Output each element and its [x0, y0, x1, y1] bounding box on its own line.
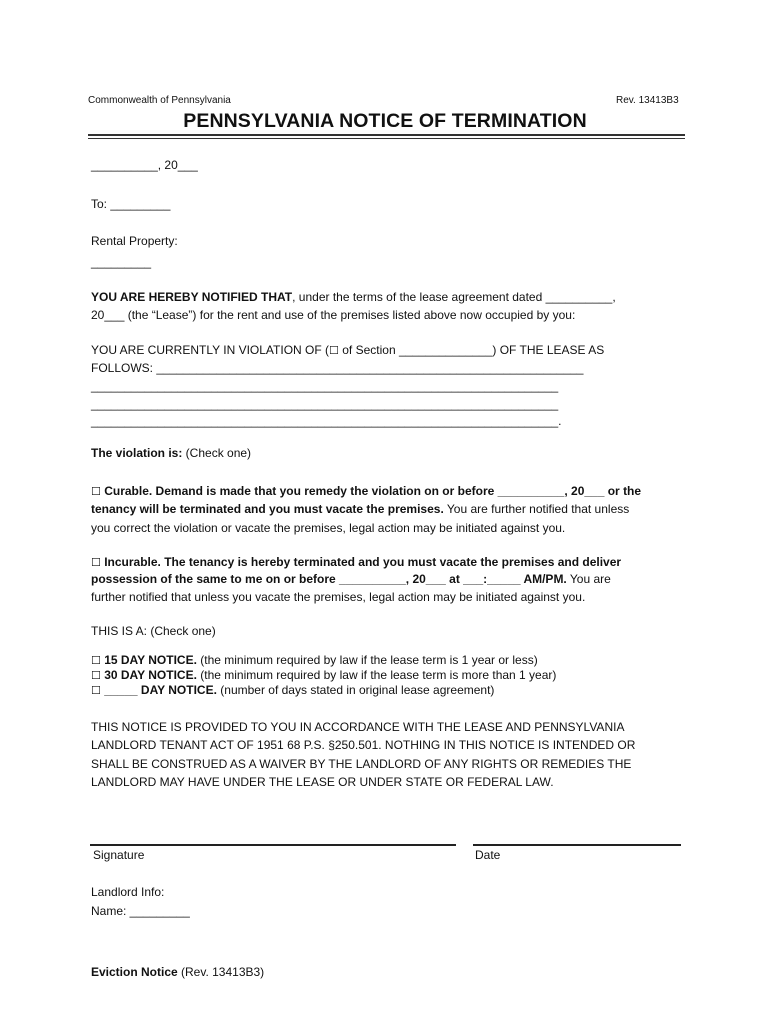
violation-line-1 [91, 341, 604, 360]
state-label: Commonwealth of Pennsylvania [88, 95, 231, 106]
violation-text-pre: YOU ARE CURRENTLY IN VIOLATION OF ( [91, 343, 330, 357]
notice-option-custom [91, 681, 494, 700]
notice-30-rest: (the minimum required by law if the lease term is more than 1 year) [196, 668, 557, 682]
notice-15-checkbox-icon[interactable]: ☐ [91, 654, 101, 667]
curable-line-1 [91, 482, 641, 501]
legal-line-2: LANDLORD TENANT ACT OF 1951 68 P.S. §250.501. NOTHING IN THIS NOTICE IS INTENDED OR [91, 738, 636, 752]
incurable-line-3: further notified that unless you vacate the premises, legal action may be initiated against you. [91, 590, 586, 604]
signature-rule[interactable] [90, 844, 456, 846]
violation-is-heading [91, 444, 251, 462]
notified-bold: YOU ARE HEREBY NOTIFIED THAT [91, 290, 293, 304]
curable-bold-2: tenancy will be terminated and you must vacate the premises. [91, 502, 444, 516]
notice-custom-checkbox-icon[interactable]: ☐ [91, 684, 101, 697]
violation-text-post: of Section ______________) OF THE LEASE AS [338, 343, 605, 357]
checkbox-icon[interactable]: ☐ [329, 344, 339, 357]
rental-property-value: _________ [91, 255, 152, 269]
rental-property-label: Rental Property: [91, 234, 178, 248]
violation-is-bold: The violation is: [91, 446, 183, 460]
footer-label [91, 963, 264, 981]
title-rule-bottom [88, 138, 685, 140]
incurable-line-2 [91, 570, 611, 588]
violation-line-2: FOLLOWS: ________________________________________________________________ [91, 361, 584, 375]
footer-bold: Eviction Notice [91, 965, 178, 979]
curable-bold-1: Curable. Demand is made that you remedy the violation on or before __________, 20___ or the [100, 484, 642, 498]
legal-line-1: THIS NOTICE IS PROVIDED TO YOU IN ACCORDANCE WITH THE LEASE AND PENNSYLVANIA [91, 720, 625, 734]
curable-checkbox-icon[interactable]: ☐ [91, 485, 101, 498]
incurable-bold-1: Incurable. The tenancy is hereby terminated and you must vacate the premises and deliver [100, 555, 622, 569]
notified-line-1 [91, 288, 616, 306]
incurable-rest-2: You are [566, 572, 611, 586]
incurable-checkbox-icon[interactable]: ☐ [91, 556, 101, 569]
incurable-bold-2: possession of the same to me on or before __________, 20___ at ___:_____ AM/PM. [91, 572, 567, 586]
violation-line-5: ______________________________________________________________________. [91, 414, 562, 428]
document-title: PENNSYLVANIA NOTICE OF TERMINATION [183, 110, 587, 132]
violation-is-rest: (Check one) [182, 446, 252, 460]
curable-line-2 [91, 500, 629, 518]
curable-line-3: you correct the violation or vacate the premises, legal action may be initiated against you. [91, 521, 566, 535]
violation-line-3: ______________________________________________________________________ [91, 379, 559, 393]
title-rule-top [88, 134, 685, 136]
notice-15-bold: 15 DAY NOTICE. [100, 653, 197, 667]
curable-rest-2: You are further notified that unless [443, 502, 630, 516]
violation-line-4: ______________________________________________________________________ [91, 397, 559, 411]
this-is-a-heading: THIS IS A: (Check one) [91, 624, 216, 638]
date-line: __________, 20___ [91, 158, 198, 172]
notice-30-checkbox-icon[interactable]: ☐ [91, 669, 101, 682]
legal-line-4: LANDLORD MAY HAVE UNDER THE LEASE OR UNDER STATE OR FEDERAL LAW. [91, 775, 554, 789]
notified-line-2: 20___ (the “Lease”) for the rent and use of the premises listed above now occupied by you: [91, 308, 576, 322]
date-rule[interactable] [473, 844, 681, 846]
notice-15-rest: (the minimum required by law if the lease term is 1 year or less) [196, 653, 538, 667]
landlord-name-line: Name: _________ [91, 904, 190, 918]
notified-rest: , under the terms of the lease agreement dated __________, [292, 290, 616, 304]
footer-rest: (Rev. 13413B3) [177, 965, 265, 979]
notice-30-bold: 30 DAY NOTICE. [100, 668, 197, 682]
to-line: To: _________ [91, 197, 171, 211]
legal-line-3: SHALL BE CONSTRUED AS A WAIVER BY THE LANDLORD OF ANY RIGHTS OR REMEDIES THE [91, 757, 632, 771]
notice-custom-rest: (number of days stated in original lease agreement) [216, 683, 495, 697]
notice-custom-bold: _____ DAY NOTICE. [100, 683, 217, 697]
date-label: Date [475, 848, 501, 862]
signature-label: Signature [93, 848, 145, 862]
revision-label: Rev. 13413B3 [616, 95, 679, 106]
landlord-info-label: Landlord Info: [91, 885, 165, 899]
